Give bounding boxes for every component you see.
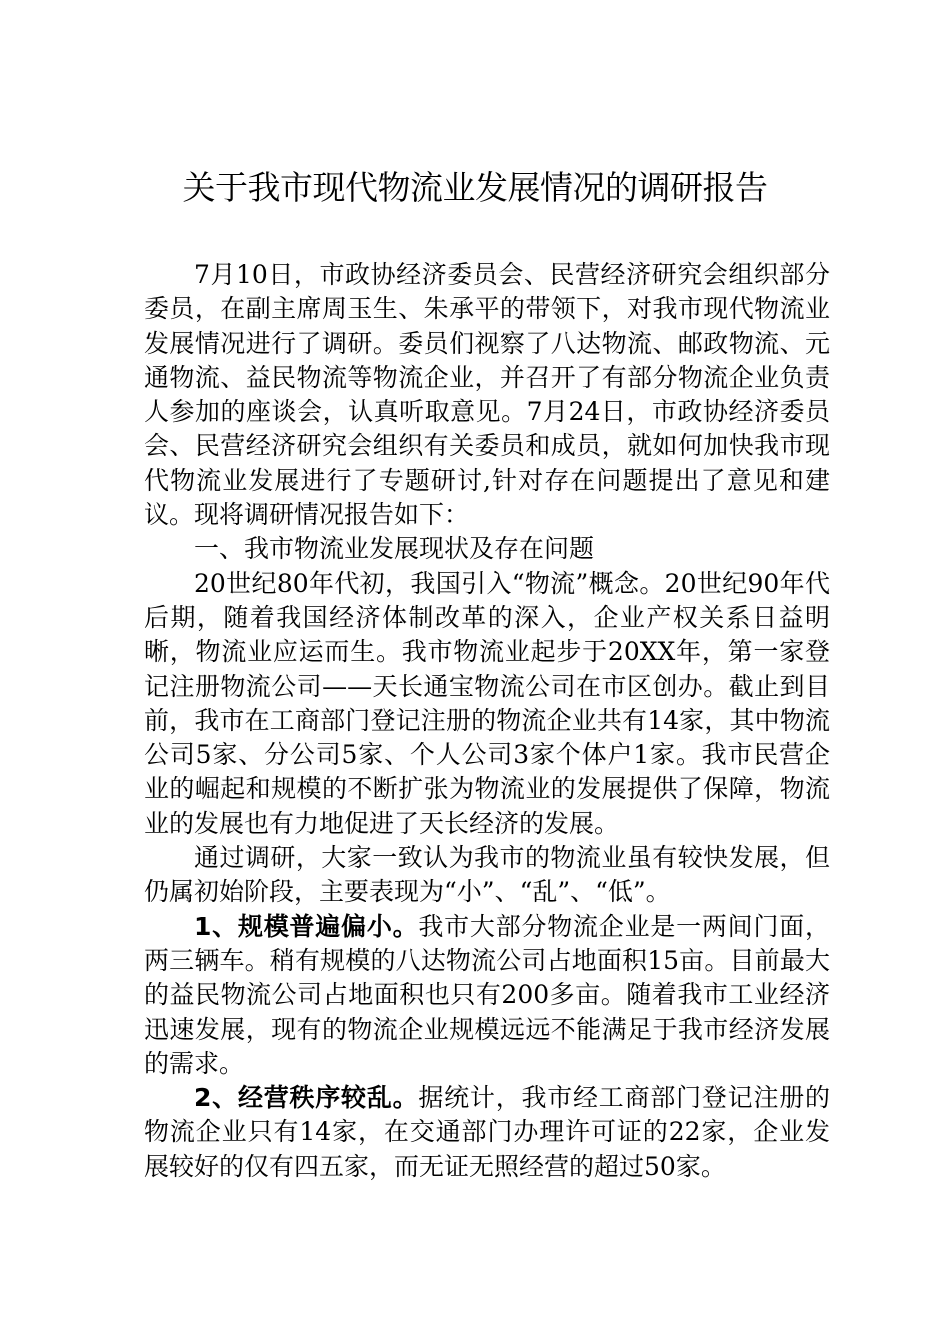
intro-paragraph: 7月10日，市政协经济委员会、民营经济研究会组织部分委员，在副主席周玉生、朱承平的带领下，对我市现代物流业发展情况进行了调研。委员们视察了八达物流、邮政物流、元通物流、益民物流等物流企业，并召开了有部分物流企业负责人参加的座谈会，认真听取意见。7月24日，市政协经济委员会、民营经济研究会组织有关委员和成员，就如何加快我市现代物流业发展进行了专题研讨,针对存在问题提出了意见和建议。现将调研情况报告如下： [144,260,830,530]
document-body [144,258,830,1184]
point-1-text: 我市大部分物流企业是一两间门面，两三辆车。稍有规模的八达物流公司占地面积15亩。目前最大的益民物流公司占地面积也只有200多亩。随着我市工业经济迅速发展，现有的物流企业规模远远不能满足于我市经济发展的需求。 [144,911,830,1078]
point-2-text: 据统计，我市经工商部门登记注册的物流企业只有14家，在交通部门办理许可证的22家，企业发展较好的仅有四五家，而无证无照经营的超过50家。 [144,1083,830,1181]
summary-paragraph: 通过调研，大家一致认为我市的物流业虽有较快发展，但仍属初始阶段，主要表现为“小”、“乱”、“低”。 [144,843,830,907]
point-1-paragraph [144,910,830,1081]
point-1-heading: 1、规模普遍偏小。 [194,911,419,941]
history-paragraph: 20世纪80年代初，我国引入“物流”概念。20世纪90年代后期，随着我国经济体制改革的深入，企业产权关系日益明晰，物流业应运而生。我市物流业起步于20XX年，第一家登记注册物流公司——天长通宝物流公司在市区创办。截止到目前，我市在工商部门登记注册的物流企业共有14家，其中物流公司5家、分公司5家、个人公司3家个体户1家。我市民营企业的崛起和规模的不断扩张为物流业的发展提供了保障，物流业的发展也有力地促进了天长经济的发展。 [144,568,830,838]
point-2-heading: 2、经营秩序较乱。 [194,1083,419,1113]
document-title: 关于我市现代物流业发展情况的调研报告 [182,168,768,207]
point-2-paragraph [144,1081,830,1184]
section-heading-1: 一、我市物流业发展现状及存在问题 [194,534,595,564]
